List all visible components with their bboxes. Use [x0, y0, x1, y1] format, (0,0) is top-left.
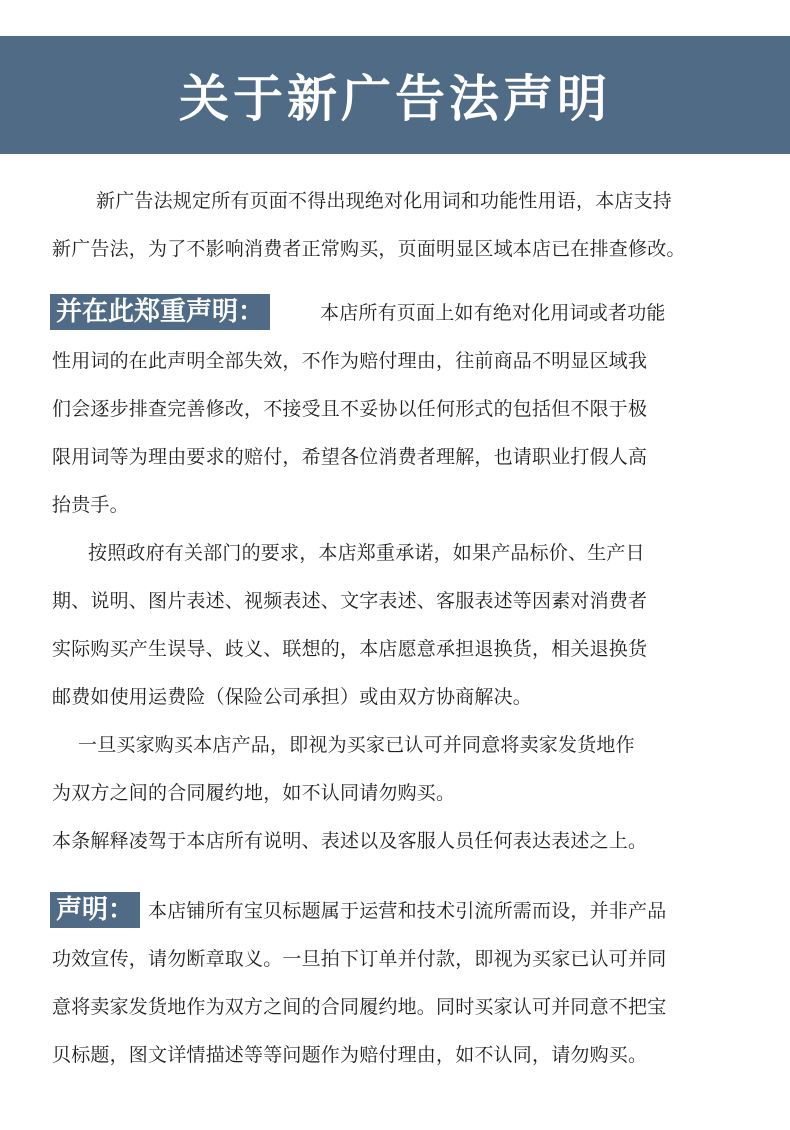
- intro-line-1: 新广告法规定所有页面不得出现绝对化用词和功能性用语，本店支持: [96, 190, 673, 212]
- declaration-line-3: 们会逐步排查完善修改，不接受且不妥协以任何形式的包括但不限于极: [52, 398, 648, 420]
- commitment-line-4: 邮费如使用运费险（保险公司承担）或由双方协商解决。: [52, 686, 533, 708]
- statement-line-4: 贝标题，图文详情描述等等问题作为赔付理由，如不认同，请勿购买。: [52, 1044, 648, 1066]
- declaration-line-4: 限用词等为理由要求的赔付，希望各位消费者理解，也请职业打假人高: [52, 446, 648, 468]
- commitment-line-2: 期、说明、图片表述、视频表述、文字表述、客服表述等因素对消费者: [52, 590, 648, 612]
- declaration-badge: 并在此郑重声明：: [50, 294, 270, 330]
- declaration-line-5: 抬贵手。: [52, 494, 129, 516]
- commitment-line-3: 实际购买产生误导、歧义、联想的，本店愿意承担退换货，相关退换货: [52, 638, 648, 660]
- purchase-line-2: 为双方之间的合同履约地，如不认同请勿购买。: [52, 782, 456, 804]
- declaration-line-2: 性用词的在此声明全部失效，不作为赔付理由，往前商品不明显区域我: [52, 350, 648, 372]
- purchase-line-3: 本条解释凌驾于本店所有说明、表述以及客服人员任何表达表述之上。: [52, 830, 648, 852]
- purchase-line-1: 一旦买家购买本店产品，即视为买家已认可并同意将卖家发货地作: [78, 734, 635, 756]
- statement-line-3: 意将卖家发货地作为双方之间的合同履约地。同时买家认可并同意不把宝: [52, 996, 667, 1018]
- intro-line-2: 新广告法，为了不影响消费者正常购买，页面明显区域本店已在排查修改。: [52, 238, 686, 260]
- commitment-line-1: 按照政府有关部门的要求，本店郑重承诺，如果产品标价、生产日: [88, 542, 645, 564]
- statement-line-2: 功效宣传，请勿断章取义。一旦拍下订单并付款，即视为买家已认可并同: [52, 948, 667, 970]
- statement-badge: 声明：: [50, 892, 140, 928]
- statement-line-1: 本店铺所有宝贝标题属于运营和技术引流所需而设，并非产品: [148, 900, 667, 922]
- page-title: 关于新广告法声明: [179, 69, 611, 128]
- title-banner: [0, 36, 790, 154]
- declaration-line-1: 本店所有页面上如有绝对化用词或者功能: [320, 302, 666, 324]
